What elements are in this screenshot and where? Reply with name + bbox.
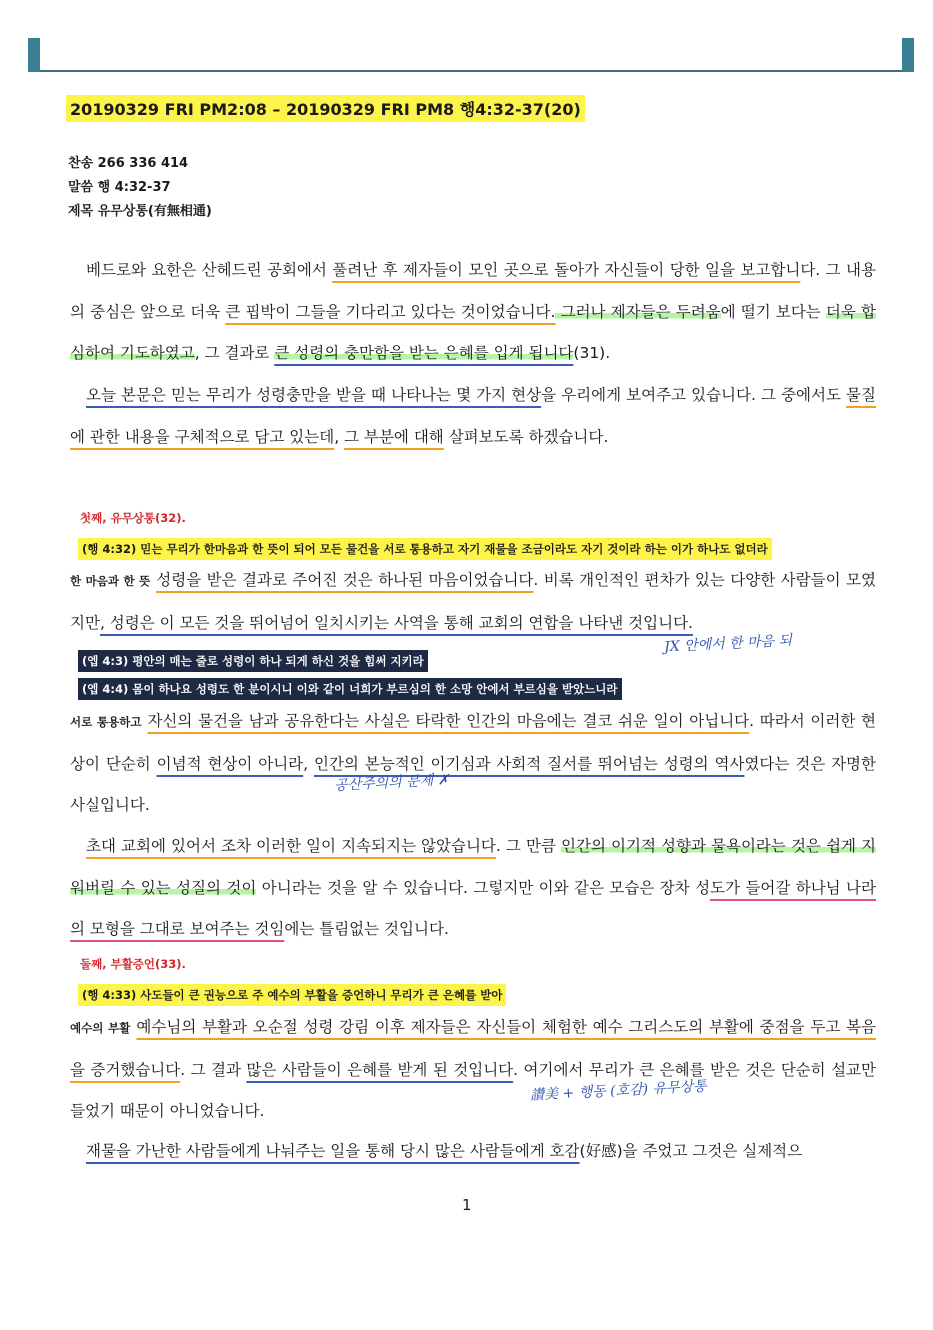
frame-tab-right	[902, 38, 914, 72]
intro-paragraph-2: 오늘 본문은 믿는 무리가 성령충만을 받을 때 나타나는 몇 가지 현상을 우리에게 보여주고 있습니다. 그 중에서도 물질에 관한 내용을 구체적으로 담고 있는데, 그 부분에 대해 살펴보도록 하겠습니다.	[70, 386, 876, 446]
section2-verse: (행 4:33) 사도들이 큰 권능으로 주 예수의 부활을 증언하니 무리가 큰 은혜를 받아	[78, 984, 506, 1006]
intro-paragraph-1: 베드로와 요한은 산헤드린 공회에서 풀려난 후 제자들이 모인 곳으로 돌아가 자신들이 당한 일을 보고합니다. 그 내용의 중심은 앞으로 더욱 큰 핍박이 그들을 기다리고 있다는 것이었습니다. 그러나 제자들은 두려움에 떨기 보다는 더욱 합심하여 기도하였고, 그 결과로 큰 성령의 충만함을 받는 은혜를 입게 됩니다(31).	[70, 261, 876, 362]
section1-verse: (행 4:32) 믿는 무리가 한마음과 한 뜻이 되어 모든 물건을 서로 통용하고 자기 재물을 조금이라도 자기 것이라 하는 이가 하나도 없더라	[78, 538, 772, 560]
margin-note-1: JX 안에서 한 마음 되	[663, 632, 793, 656]
subject-line: 제목 유무상통(有無相通)	[68, 204, 212, 219]
page-number: 1	[462, 1196, 472, 1214]
section2-paragraph-1: 예수의 부활 예수님의 부활과 오순절 성령 강림 이후 제자들은 자신들이 체험한 예수 그리스도의 부활에 중점을 두고 복음을 증거했습니다. 그 결과 많은 사람들이 은혜를 받게 된 것입니다. 여기에서 무리가 큰 은혜를 받은 것은 단순히 설교만 들었기 때문이 아니었습니다.	[70, 1018, 876, 1120]
section1-verse-3: (엡 4:4) 몸이 하나요 성령도 한 분이시니 이와 같이 너희가 부르심의 한 소망 안에서 부르심을 받았느니라	[78, 678, 622, 700]
section1-paragraph-2: 서로 통용하고 자신의 물건을 남과 공유한다는 사실은 타락한 인간의 마음에는 결코 쉬운 일이 아닙니다. 따라서 이러한 현상이 단순히 이념적 현상이 아니라, 인간의 본능적인 이기심과 사회적 질서를 뛰어넘는 성령의 역사였다는 것은 자명한 사실입니다.	[70, 712, 876, 814]
margin-note-3: 讚美 + 행동 (호감) 유무상통	[529, 1078, 708, 1104]
section2-paragraph-2: 재물을 가난한 사람들에게 나눠주는 일을 통해 당시 많은 사람들에게 호감(好感)을 주었고 그것은 실제적으	[86, 1142, 803, 1160]
frame-tab-left	[28, 38, 40, 72]
section1-heading: 첫째, 유무상통(32).	[80, 511, 186, 525]
document-title: 20190329 FRI PM2:08 – 20190329 FRI PM8 행4:32-37(20)	[66, 95, 585, 122]
frame-line	[36, 70, 906, 72]
scripture-line: 말씀 행 4:32-37	[68, 180, 171, 195]
hymn-line: 찬송 266 336 414	[68, 156, 189, 171]
margin-note-2: 공산주의의 문제 ✗	[333, 771, 450, 795]
section2-heading: 둘째, 부활증언(33).	[80, 957, 186, 971]
section1-paragraph-3: 초대 교회에 있어서 조차 이러한 일이 지속되지는 않았습니다. 그 만큼 인간의 이기적 성향과 물욕이라는 것은 쉽게 지워버릴 수 있는 성질의 것이 아니라는 것을 알 수 있습니다. 그렇지만 이와 같은 모습은 장차 성도가 들어갈 하나님 나라의 모형을 그대로 보여주는 것임에는 틀림없는 것입니다.	[70, 837, 876, 938]
section1-verse-2: (엡 4:3) 평안의 매는 줄로 성령이 하나 되게 하신 것을 힘써 지키라	[78, 650, 428, 672]
section1-paragraph-1: 한 마음과 한 뜻 성령을 받은 결과로 주어진 것은 하나된 마음이었습니다. 비록 개인적인 편차가 있는 다양한 사람들이 모였지만, 성령은 이 모든 것을 뛰어넘어 일치시키는 사역을 통해 교회의 연합을 나타낸 것입니다.	[70, 571, 876, 632]
